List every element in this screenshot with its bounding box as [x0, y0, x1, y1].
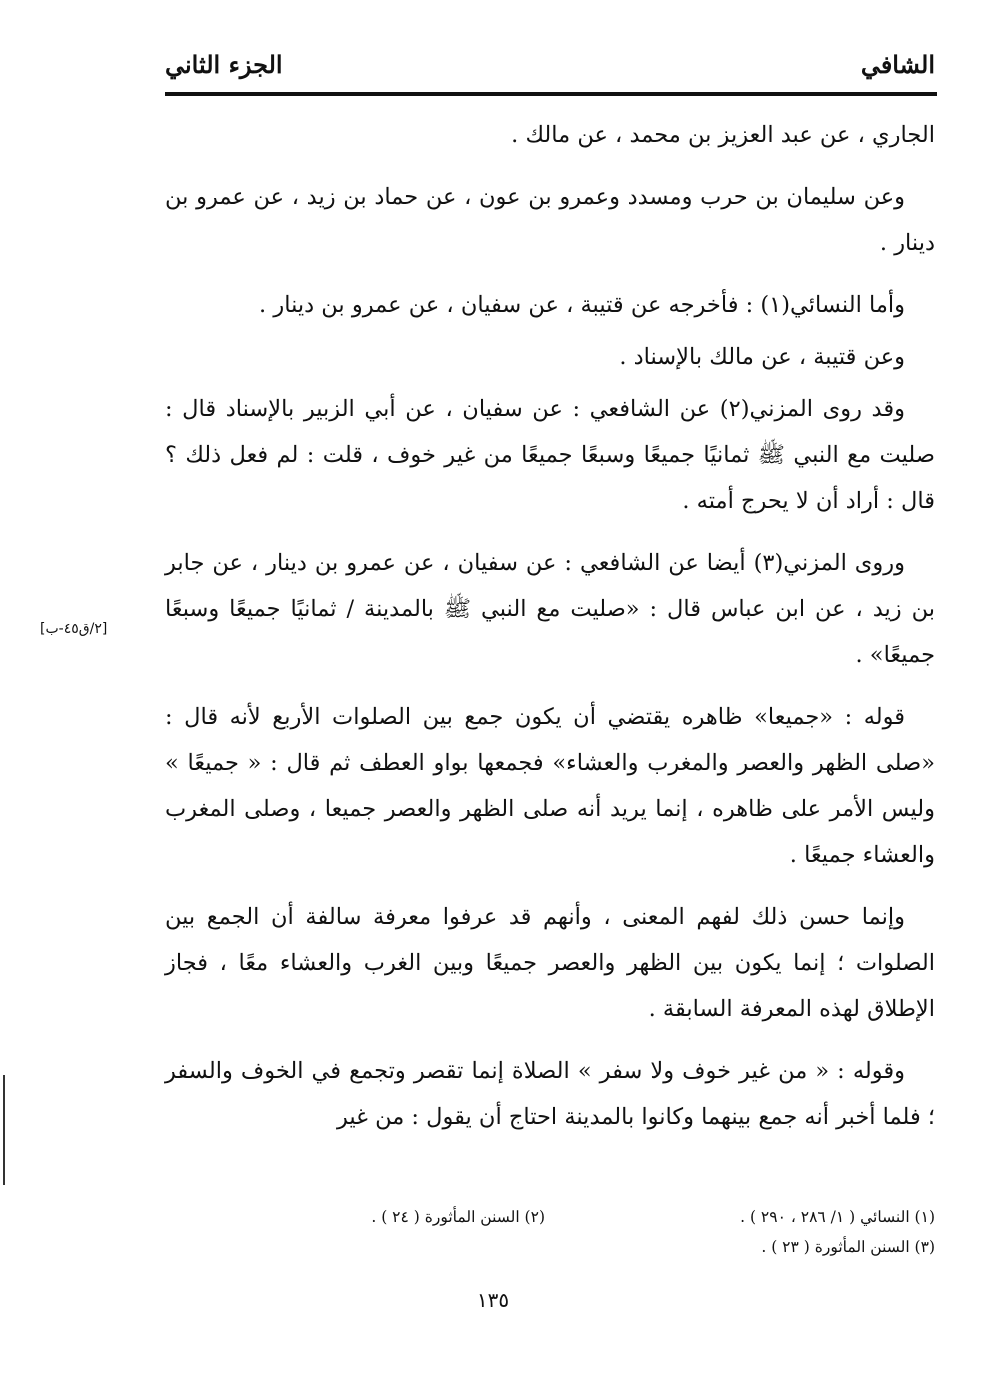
page-number: ١٣٥ [476, 1288, 510, 1312]
footnote-2: (٢) السنن المأثورة ( ٢٤ ) . [371, 1208, 545, 1226]
paragraph-8: وإنما حسن ذلك لفهم المعنى ، وأنهم قد عرفوا معرفة سالفة أن الجمع بين الصلوات ؛ إنما يكون بين الظهر والعصر جميعًا وبين الغرب والعشاء معًا ، فجاز الإطلاق لهذه المعرفة السابقة . [165, 904, 935, 1022]
paragraph-9: وقوله : « من غير خوف ولا سفر » الصلاة إنما تقصر وتجمع في الخوف والسفر ؛ فلما أخبر أنه جمع بينهما وكانوا بالمدينة احتاج أن يقول : من غير [165, 1058, 935, 1130]
page-header [165, 42, 935, 92]
footnote-3: (٣) السنن المأثورة ( ٢٣ ) . [761, 1238, 935, 1256]
paragraph-1: الجاري ، عن عبد العزيز بن محمد ، عن مالك . [511, 122, 935, 148]
paragraph-6: وروى المزني(٣) أيضا عن الشافعي : عن سفيان ، عن عمرو بن دينار ، عن جابر بن زيد ، عن ابن عباس قال : «صليت مع النبي ﷺ بالمدينة / ثمانيًا جميعًا وسبعًا جميعًا» . [165, 550, 935, 668]
footnotes [165, 1202, 935, 1262]
paragraph-7: قوله : «جميعا» ظاهره يقتضي أن يكون جمع بين الصلوات الأربع لأنه قال : «صلى الظهر والعصر والمغرب والعشاء» فجمعها بواو العطف ثم قال : « جميعًا » وليس الأمر على ظاهره ، إنما يريد أنه صلى الظهر والعصر جميعا ، وصلى المغرب والعشاء جميعًا . [165, 704, 935, 868]
main-text [165, 112, 935, 1156]
footnote-row [165, 1202, 935, 1232]
paragraph-3: وأما النسائي(١) : فأخرجه عن قتيبة ، عن سفيان ، عن عمرو بن دينار . [259, 292, 905, 318]
footnote-1: (١) النسائي ( ١/ ٢٨٦ ، ٢٩٠ ) . [740, 1208, 935, 1226]
part-label: الجزء الثاني [165, 50, 283, 79]
book-title: الشافي [860, 50, 935, 79]
footnote-row [165, 1232, 935, 1262]
header-rule [165, 92, 937, 96]
scan-edge-line [3, 1075, 5, 1185]
paragraph-4: وعن قتيبة ، عن مالك بالإسناد . [619, 344, 905, 370]
paragraph-2: وعن سليمان بن حرب ومسدد وعمرو بن عون ، عن حماد بن زيد ، عن عمرو بن دينار . [165, 184, 935, 256]
paragraph-5: وقد روى المزني(٢) عن الشافعي : عن سفيان ، عن أبي الزبير بالإسناد قال : صليت مع النبي ﷺ ثمانيًا جميعًا وسبعًا جميعًا من غير خوف ، قلت : لم فعل ذلك ؟ قال : أراد أن لا يحرج أمته . [165, 396, 935, 514]
manuscript-folio-note: [٢/ق٤٥-ب] [40, 621, 108, 637]
